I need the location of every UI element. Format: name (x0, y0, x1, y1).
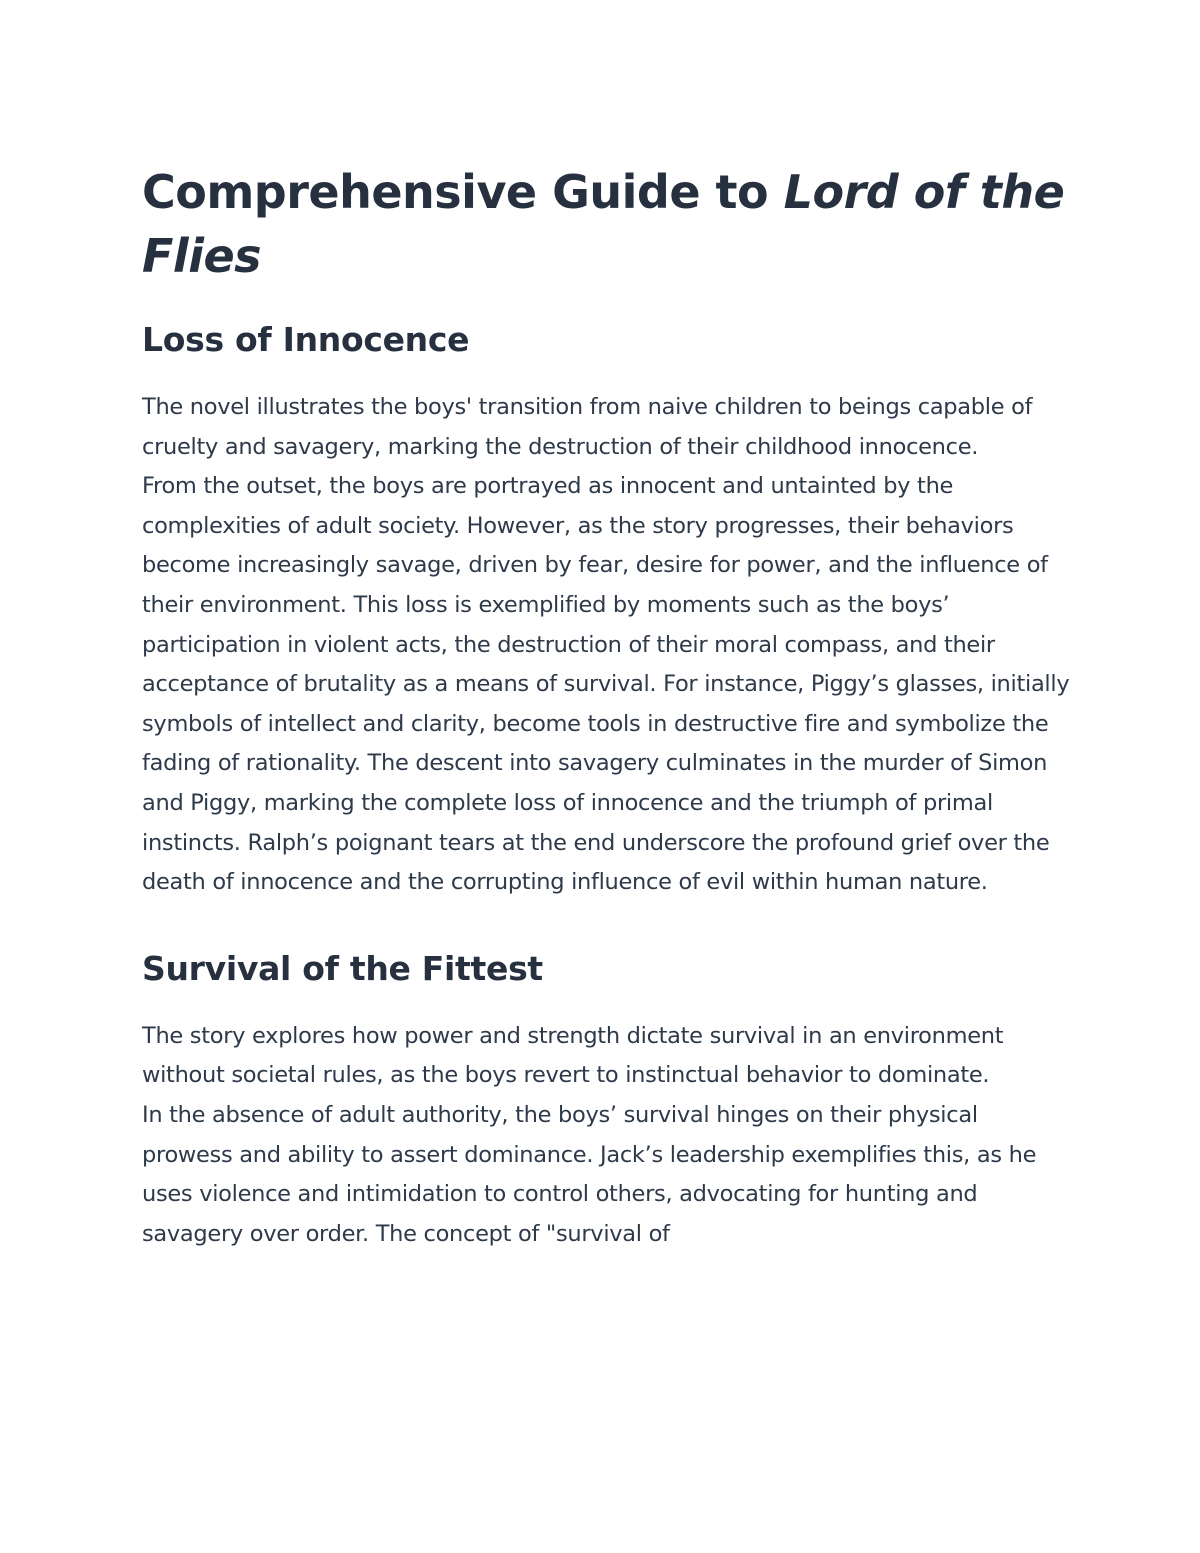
section-heading: Survival of the Fittest (142, 948, 543, 988)
section-body: In the absence of adult authority, the boys’ survival hinges on their physical prowess and ability to assert dominance. Jack’s leadership exemplifies this, as he uses violence and intimidation to control others, advocating for hunting and savagery over order. The concept of "survival of (142, 1101, 1037, 1247)
title-prefix: Comprehensive Guide to (142, 165, 784, 219)
section-heading: Loss of Innocence (142, 320, 470, 359)
document-title (142, 160, 1072, 288)
section-loss-of-innocence (142, 318, 1072, 903)
section-survival-of-the-fittest (142, 947, 1072, 1255)
section-content (142, 1017, 1072, 1255)
book-title: Lord of the Flies (142, 165, 1065, 283)
section-content (142, 388, 1072, 903)
section-summary: The novel illustrates the boys' transition from naive children to beings capable of cruelty and savagery, marking the destruction of their childhood innocence. (142, 394, 1033, 460)
document-page (142, 160, 1072, 1254)
section-summary: The story explores how power and strength dictate survival in an environment without societal rules, as the boys revert to instinctual behavior to dominate. (142, 1022, 1004, 1089)
section-body: From the outset, the boys are portrayed as innocent and untainted by the complexities of adult society. However, as the story progresses, their behaviors become increasingly savage, driven by fear, desire for power, and the influence of their environment. This loss is exemplified by moments such as the boys’ participation in violent acts, the destruction of their moral compass, and their acceptance of brutality as a means of survival. For instance, Piggy’s glasses, initially symbols of intellect and clarity, become tools in destructive fire and symbolize the fading of rationality. The descent into savagery culminates in the murder of Simon and Piggy, marking the complete loss of innocence and the triumph of primal instincts. Ralph’s poignant tears at the end underscore the profound grief over the death of innocence and the corrupting influence of evil within human nature. (142, 473, 1070, 896)
